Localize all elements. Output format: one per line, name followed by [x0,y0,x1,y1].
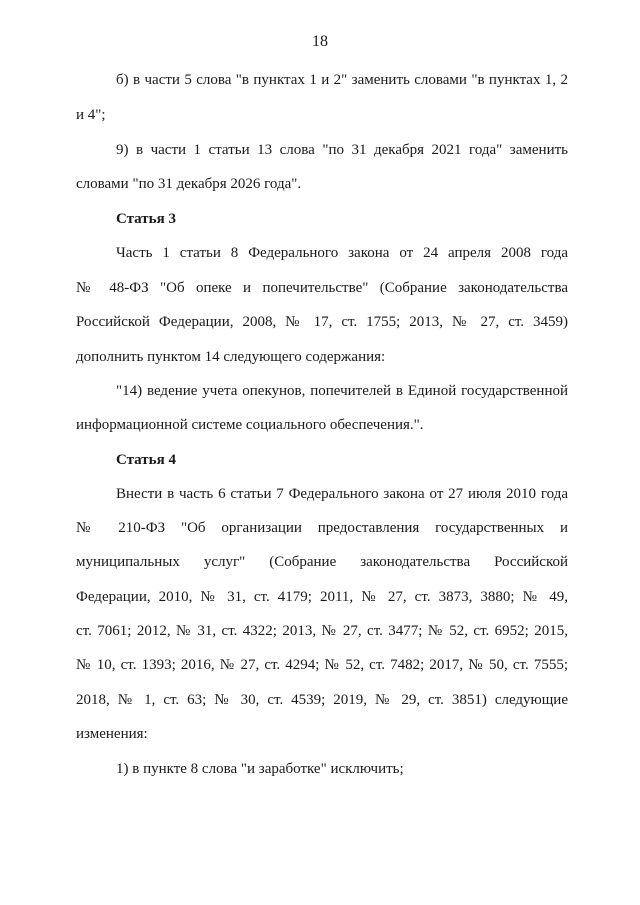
text-line: изменения: [76,726,148,742]
text-line: № 210-ФЗ "Об организации предоставления государственных и [76,520,568,536]
text-line: 2018, № 1, ст. 63; № 30, ст. 4539; 2019, № 29, ст. 3851) следующие [76,692,568,708]
text-line: словами "по 31 декабря 2026 года". [76,176,302,192]
text-line: Часть 1 статьи 8 Федерального закона от 24 апреля 2008 года [116,245,568,261]
text-line: муниципальных услуг" (Собрание законодательства Российской [76,554,568,570]
page-number: 18 [312,33,328,50]
text-line: № 10, ст. 1393; 2016, № 27, ст. 4294; № 52, ст. 7482; 2017, № 50, ст. 7555; [76,657,568,673]
article-heading: Статья 4 [116,452,176,468]
text-line: информационной системе социального обеспечения.". [76,417,424,433]
text-line: 1) в пункте 8 слова "и заработке" исключить; [116,761,404,777]
text-line: ст. 7061; 2012, № 31, ст. 4322; 2013, № 27, ст. 3477; № 52, ст. 6952; 2015, [76,623,568,639]
text-line: "14) ведение учета опекунов, попечителей в Единой государственной [116,383,568,399]
text-line: дополнить пунктом 14 следующего содержания: [76,349,386,365]
text-line: Внести в часть 6 статьи 7 Федерального закона от 27 июля 2010 года [116,486,568,502]
text-line: и 4"; [76,107,106,123]
text-line: б) в части 5 слова "в пунктах 1 и 2" заменить словами "в пунктах 1, 2 [116,72,568,88]
article-heading: Статья 3 [116,211,176,227]
text-line: Российской Федерации, 2008, № 17, ст. 1755; 2013, № 27, ст. 3459) [76,314,568,330]
text-line: № 48-ФЗ "Об опеке и попечительстве" (Собрание законодательства [76,280,568,296]
text-line: 9) в части 1 статьи 13 слова "по 31 декабря 2021 года" заменить [116,142,568,158]
text-line: Федерации, 2010, № 31, ст. 4179; 2011, № 27, ст. 3873, 3880; № 49, [76,589,568,605]
